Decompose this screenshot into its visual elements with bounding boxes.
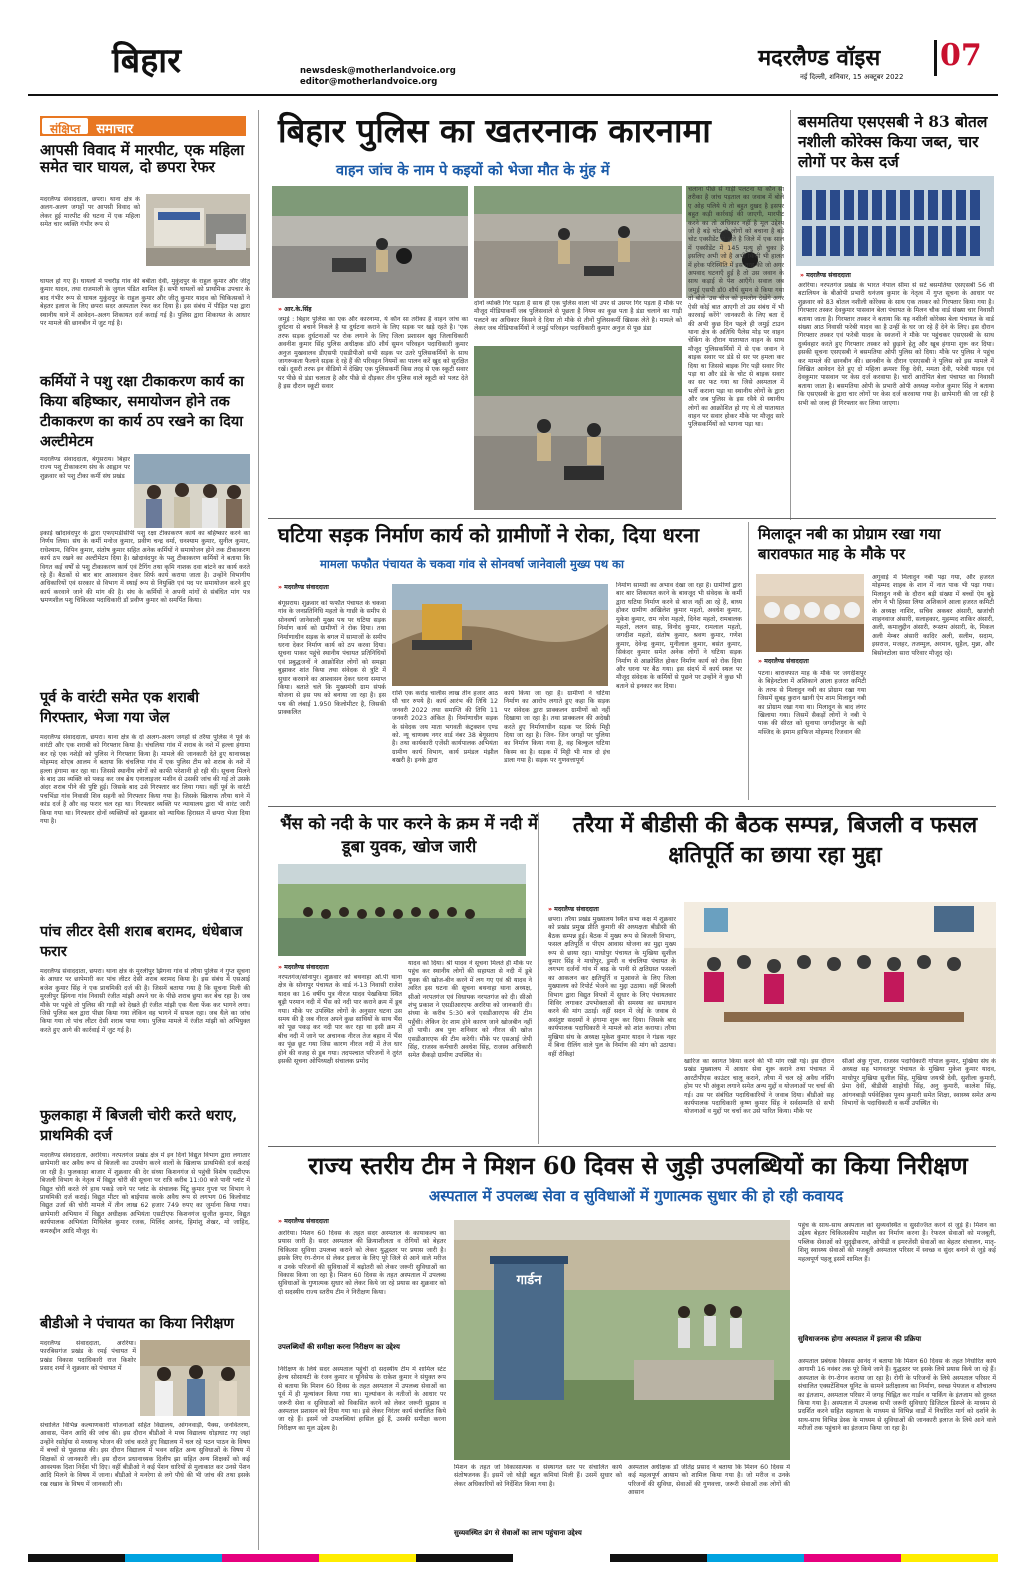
lead-photo-middle	[474, 186, 682, 298]
road-headline: घटिया सड़क निर्माण कार्य को ग्रामीणों ने रोका, दिया धरना	[278, 523, 700, 547]
mission-photo	[454, 1220, 790, 1460]
brief-headline: पांच लीटर देसी शराब बरामद, धंधेबाज फरार	[40, 923, 243, 960]
road-body-col1: बेगूसराय। शुक्रवार को फफौत पंचायत के चकवा गांव के जनप्रतिनिधि महतो के गाछी के समीप से सोनवर्षा जानेवाली मुख्य पथ पर घटिया सड़क निर्माण कार्य को ग्रामीणों ने रोक दिया। तथा निर्माणाधीन सड़क के बगल में सामाजों के समीप धरना देकर निर्माण कार्य को ठप करवा दिया। सूचना पाकर पहुंचे स्थानीय पंचायत प्रतिनिधियों एवं प्रबुद्धजनों ने आक्रोशित लोगों को समझा बुझाकर शांत किया तथा संवेदक से त्रुटि में सुधार करवाने का आश्वासन देकर धरना समाप्त किया। बताते चले कि मुख्यमंत्री ग्राम संपर्क योजना से इस पथ को बनाया जा रहा है। इस पथ की लंबाई 1.950 किलोमीटर है, जिसकी प्राक्कलित	[278, 600, 386, 717]
lead-byline: » आर.के.सिंह	[278, 304, 312, 313]
road-body-col4: निर्माण सामग्री का अभाव देखा जा रहा है। ग्रामीणों द्वारा बार बार शिकायत करने के बावजूद भी संवेदक के कर्मी द्वारा घटिया निर्माण करने से बाज नहीं आ रहे हैं, बाध्य होकर ग्रामीण अखिलेश कुमार महतो, अवधेश कुमार, मुकेश कुमार, राम नरेश महतो, दिनेश महतो, रामबालक महतो, ललन साह, विनोद कुमार, रामलाल महतो, जगदीश महतो, संतोष कुमार, श्रवण कुमार, गणेश कुमार, देवेन्द्र कुमार, मुनीलाल कुमार, बसंत कुमार, सिकंदर कुमार समेत अनेक लोगों ने घटिया सड़क निर्माण से आक्रोशित होकर निर्माण कार्य को रोक दिया और धरना पर बैठ गया। इस संदर्भ में कार्य स्थल पर मौजूद संवेदक के कर्मियों से पूछने पर उन्होंने ने कुछ भी बताने से इनकार कर दिया।	[616, 582, 742, 690]
brief-headline: बीडीओ ने पंचायत का किया निरीक्षण	[40, 1315, 234, 1332]
lead-body-col3: चलाना पीछे से गाड़ी पलटना या कौन सा तरीका है जांच पड़ताल का जवाब में बोले ए ओह पलिये ये तो बहुत दुखद है इसपर बहुत कड़ी कार्रवाई की जाएगी, मारपीट करने का तो अधिकार नहीं है मूल उद्देश्य जो है बड़े चोट से लोगों को बचाना है बड़े चोट एक्सीडेंट से होते है जिले में एक साल में एक्सीडेंट में 145 मृत्यु हो चुका है इसलिए अभी जो है अभी किसी भी हालत में हरेक परिस्थिति में इस तरह की जो अगर अपवाद घटनाएँ हुई है तो उस जवान के साथ कड़ाई से पेश आएँगे। सवाल जब जमुई एसपी डॉ0 शौर्य सुमन से किया गया तो बोले 'उस चीज को हमलोग देखेंगे अगर ऐसी कोई बात आएगी तो उस संबंध में भी कारवाई करेंगे' जानकारी के लिए बता दें की अभी कुछ दिन पहले ही जमुई टाउन थाना क्षेत्र के अतिथि पैलेस मोड़ पर वाहन चेकिंग के दौरान यातायात वाहन के साथ मौजूद पुलिसकर्मियों में से एक जवान ने बाइक सवार पर डंडे से सर पर हमला कर दिया था जिससे बाइक गिर पड़ी सवार गिर पड़ा था और डंडे के चोट से बाइक सवार का सर फट गया था जिसे अस्पताल में भर्ती कराना पड़ा था स्थानीय लोगों के द्वारा और जब पुलिस के इस रवैये से स्थानीय लोगों का आक्रोशित हो गए थे तो यातायात वाहन पर सवार होकर मौके पर मौजूद सारे पुलिसकर्मियों को भागना पड़ा था।	[688, 186, 784, 429]
mission-subhead-2: सुव्यवस्थित ढंग से सेवाओं का लाभ पहुंचाना उद्देश्य	[454, 1529, 582, 1537]
brief-tab	[40, 116, 246, 136]
bdc-body-col3: सीओ अंकु गुप्ता, राजस्व पदाधिकारी गोपाल कुमार, मुखिया संघ के अध्यक्ष सह भागवतपुर पंचायत के मुखिया मुकेश कुमार यादव, माधोपुर मुखिया सुशील सिंह, मुखिया जयश्री देवी, सुशीला कुमारी, प्रेमा देवी, बीडीसी शाहोधी सिंह, अनु कुमारी, कालेश सिंह, आंगनबाड़ी पर्यवेक्षिका पूनम कुमारी समेत शिक्षा, स्वास्थ्य समेत अन्य विभागों के पदाधिकारी व कर्मी उपस्थित थे।	[842, 1058, 996, 1108]
brief-photo-3	[140, 1340, 250, 1416]
mission-body-col2: मिशन के तहत जो विकासात्मक व संस्थागत स्तर पर संचालित कार्य संतोषजनक हैं। इसमें जो थोड़ी बहुत कमियां मिली हैं। उसमें सुधार को लेकर अधिकारियों को निर्देशित किया गया है।	[454, 1464, 622, 1488]
milad-byline: » मदरलैण्ड संवाददाता	[758, 656, 809, 665]
lead-headline: बिहार पुलिस का खतरनाक कारनामा	[278, 111, 711, 150]
brief-body: इकाई खोदावंदपुर के द्वारा एफएमडीसीपी पशु रक्षा टीकाकरण कार्य का बहिष्कार करने का निर्णय लिया। संघ के कर्मी मनोज कुमार, प्रवीण चन्द्र वर्मा, धनश्याम कुमार, सुनील कुमार, राधेश्याम, विपिन कुमार, संतोष कुमार सहित अनेक कर्मियों ने समायोजन होने तक टीकाकरण कार्य ठप रखने का अल्टीमेटम दिया है। खोदावंदपुर के पशु टीकाकरण कर्मियों ने बताया कि विगत कई वर्षों से पशु टीकाकरण कार्य एवं टैगिंग तथा कृमि नाशक दवा बांटने का कार्य करते रहे हैं। बैठकों से बार बार आश्वासन देकर सिर्फ कार्य कराया जाता है। उन्होंने विभागीय अधिकारियों एवं सरकार से विभाग में स्थाई रूप से नियुक्ति एवं पद पर समायोजन करने हुए कार्य करवाने जाने की मांग की है। संघ के कर्मियों ने अपनी मांगों से संबंधित मांग पत्र भ्रमणशील पशु चिकित्सा पदाधिकारी डॉ प्रवीण कुमार को समर्पित किया।	[40, 530, 250, 605]
dateline: नई दिल्ली, शनिवार, 15 अक्टूबर 2022	[800, 73, 904, 81]
mission-body-col4: पहुंच के साथ-साथ अस्पताल को सुव्यवस्थित व सुसज्जित करने से जुड़े हैं। मिशन का उद्देश्य बेहतर चिकित्सकीय माहौल का निर्माण करना है। रेफरल सेवाओं को मजबूती, पब्लिक सेवाओं को सुदृढ़ीकरण, ओपीडी व इमरजेंसी सेवाओं का बेहतर संचालन, मातृ-शिशु स्वास्थ्य सेवाओं की मजबूती अस्पताल परिसर में स्वच्छ व सुंदर बनाने से जुड़े कई महत्वपूर्ण पहलू इसमें शामिल हैं।	[798, 1222, 996, 1263]
milad-photo	[756, 574, 864, 652]
road-body-col3: कार्य किया जा रहा है। ग्रामीणों ने घटिया निर्माण का आरोप लगाते हुए कहा कि सड़क पर संवेदक द्वारा प्राक्कलन ग्रामीणों को नहीं दिखाया जा रहा है। तथा प्राक्कलन की अदेखी करते हुए निर्माणाधीन सड़क पर सिर्फ मिट्टी दिया जा रहा है। जिन- जिन जगहों पर पुलिया का निर्माण किया गया है, वह बिल्कुल घटिया किस्म का है। सड़क में मिट्टी भी मात्र दो इंच डाला गया है। सड़क पर गुणवत्तापूर्ण	[504, 690, 610, 765]
brief-headline: कर्मियों ने पशु रक्षा टीकाकरण कार्य का किया बहिष्कार, समायोजन होने तक टीकाकरण का कार्य ठप रखने का दिया अल्टीमेटम	[40, 373, 244, 450]
lead-body-col2: दोनों व्यक्ति गिर पड़ता है साथ ही एक पुलिस वाला भी उपर से उसपर गिर पड़ता है मौके पर मौजूद मीडियाकर्मी जब पुलिसवाले से पूछता है नियम का कुछ पता है डंडा चलाने का गाड़ी पलटने का अधिकार किसने दे दिया तो मौके से तीनों पुलिसकर्मी खिसक लेते है। मामले को लेकर जब मीडियाकर्मियों ने जमुई परिवहन पदाधिकारी कुमार अनुज से पूछ डंडा	[474, 300, 682, 333]
mission-subheadline: अस्पताल में उपलब्ध सेवा व सुविधाओं में गुणात्मक सुधार की हो रही कवायद	[428, 1187, 844, 1205]
brief-byline: मदरलैण्ड संवाददाता, अररिया। फारबिसगंज प्रखंड के रमई पंचायत में प्रखंड विकास पदाधिकारी राज किशोर प्रसाद शर्मा ने शुक्रवार को पंचायत में	[40, 1340, 136, 1373]
brief-body: मदरलैण्ड संवाददाता, छपरा। थाना क्षेत्र के मुरलीपुर झिंगना गांव से तरैया पुलिस ने गुप्त सूचना के आधार पर छापेमारी कर पांच लीटर देसी शराब बरामद किया है। इस संबंध में एसआई बजेश कुमार सिंह ने एक प्राथमिकी दर्ज की है। जिसमें बताया गया है कि सूचना मिली की मुरलीपुर झिंगना गांव निवासी रंजीत मांझी अपने घर के पीछे शराब छुपा कर बेच रहा है। जब मौके पर पहुंचे तो पुलिस की गाड़ी को देखते ही रंजीत मांझी एक थैला फेंक कर भागने लगा। जिसे पुलिस बल द्वारा पीछा किया गया लेकिन वह भागने में सफल रहा। जब थैले का जांच किया गया तो पांच लीटर देसी शराब पाया गया। पुलिस मामले में रंजीत मांझी को अभियुक्त करते हुए आगे की कार्रवाई में जुट गई है।	[40, 968, 250, 1034]
mission-subhead-3: सुविधाजनक होगा अस्पताल में इलाज की प्रक्रिया	[798, 1335, 922, 1343]
milad-body-col2: अगुवाई में मिलादुन नबी पढ़ा गया, और हजरत मोहम्मद शाहब के शान में नात पाक भी पढ़ा गया। मिलादुन नबी के दौरान बड़ी संख्या में बच्चों ऐम बूढ़े लोग ने भी हिस्सा लिया अशिकाने आला हजरत कमिटी के अध्यक्ष नाशिर, सचिव अकबर अंसारी, खजांची शाहनवाज अंसारी, सलाहकार, मुहम्मद शाकिर अंसारी, अली, कमालुद्दीन अंसारी, रूस्तम अंसारी, के, मिकल अली मेम्बर अंसारी कादिर अली, सलीम, सदाम, इसराज, मजहर, तजम्मुल, अरमान, सुहैल, मुन्ना, और बिसोनटोला सारा परिवार मौजूद रहे।	[872, 574, 994, 657]
column-divider	[538, 812, 539, 1144]
brief-headline: फुलकाहा में बिजली चोरी करते धराए, प्राथमिकी दर्ज	[40, 1107, 238, 1144]
brief-body: मदरलैण्ड संवाददाता, अररिया। नरपतगंज प्रखंड क्षेत्र में इन दिनों विद्युत विभाग द्वारा लगातार छापेमारी कर अवैध रूप से बिजली का उपयोग करने वालों के खिलाफ प्राथमिकी दर्ज कराई जा रही है। फुलकाहा बाजार में शुक्रवार की देर संध्या किशनगंज से पहुंची विशेष एसटीएफ बिजली विभाग के नेतृत्व में विद्युत चोरी की सूचना पर रात्रि करीब 11:00 बजे पानी प्लांट में विद्युत चोरी करते रंगे हाथ पकड़े जाने पर प्लांट के संचालक पिंटू कुमार गुप्ता पर विभाग ने प्राथमिकी दर्ज कराई। विद्युत मीटर को बाईपास करके अवैध रूप से लगभग 06 किलोवाट विद्युत उर्जा की चोरी मामले में तीन लाख 62 हजार 749 रुपए का जुर्माना किया गया। छापेमारी अभियान में विद्युत अधीक्षक अभियंता एसटीएफ किशनगंज सुजीत कुमार, विद्युत कार्यपालक अभियंता मिथिलेश कुमार रजक, मिलिंद आनंद, हिमांशु शेखर, मो जाहिद, कमरुद्दीन आदि मौजूद थे।	[40, 1152, 250, 1235]
mission-body-col3: अस्पताल अधीक्षक डॉ जीतेंद्र प्रसाद ने बताया कि मिशन 60 दिवस में कई महत्वपूर्ण आयाम को शामिल किया गया है। जो मरीज व उनके परिजनों की सुविधा, सेवाओं की गुणवत्ता, जरूरी सेवाओं तक लोगों की आसान	[628, 1464, 790, 1497]
mission-body-col1b: निरीक्षण के लिये सदर अस्पताल पहुंची दो सदस्यीय टीम में शामिल स्टेट हेल्थ सोसायटी के रंजन कुमार व यूनिसेफ के राकेश कुमार ने संयुक्त रूप से बताया कि मिशन 60 दिवस के तहत अस्पताल में उपलब्ध सेवाओं का पूर्व में ही मूल्यांकन किया गया था। मूल्यांकन के नतीजों के आधार पर जरूरी सेवा व सुविधाओं को विकसित करने को लेकर जरूरी सुझाव व अस्पताल प्रशासन को दिया गया था। इसे लेकर निरंतर कार्य संचालित किये जा रहे हैं। इसमें जो उपलब्धियां हासिल हुई हैं, उसकी समीक्षा करना निरीक्षण का मूल उद्देश्य है।	[278, 1366, 446, 1432]
column-divider	[748, 522, 749, 800]
newspaper-name: मदरलैण्ड वॉइस	[758, 45, 881, 71]
brief-photo-2	[134, 454, 250, 528]
masthead-rule	[28, 94, 998, 96]
river-byline: » मदरलैण्ड संवाददाता	[278, 962, 329, 971]
road-subheadline: मामला फफौत पंचायत के चकवा गांव से सोनवर्षा जानेवाली मुख्य पथ का	[320, 557, 624, 571]
brief-body: मदरलैण्ड संवाददाता, छपरा। थाना क्षेत्र के दो अलग-अलग जगहों से तरैया पुलिस ने पूर्व के वारंटी और एक शराबी को गिरफ्तार किया है। चंचलिया गांव में शराब के नशे में हल्ला हंगामा कर रहे एक नशेड़ी को पुलिस ने गिरफ्तार किया है। मामले की जानकारी देते हुए थानाध्यक्ष मोहम्मद शोएब आलम ने बताया कि चंचलिया गांव में एक पुलिस टीम को शराब के नशे में हल्ला हंगामा कर रहा था। जिससे स्थानीय लोगों को काफी परेशानी हो रही थी। सूचना मिलने के बाद उस व्यक्ति को पकड़ कर जब ब्रेथ एनालाइजर मशीन से उसकी जांच की गई तो उसके अंदर शराब पीने की पुष्टि हुई। जिसके बाद उसे गिरफ्तार कर लिया गया। वहीं पूर्व के वारंटी पचभिंडा गांव निवासी शिव सहनी को गिरफ्तार किया गया है। जिसके खिलाफ तरैया थाने में कांड दर्ज है और वह फरार चल रहा था। गिरफ्तार व्यक्ति पर न्यायालय द्वारा भी वारंट जारी किया गया था। गिरफ्तार दोनों व्यक्तियों को शुक्रवार को न्यायिक हिरासत में छपरा भेजा दिया गया है।	[40, 734, 250, 826]
bdc-photo	[684, 902, 996, 1054]
brief-byline: मदरलैण्ड संवाददाता, छपरा। थाना क्षेत्र के अलग-अलग जगहों पर आपसी विवाद को लेकर हुई मारपीट की घटना में एक महिला समेत चार व्यक्ति गंभीर रूप से	[40, 196, 140, 229]
river-body-col1: नरपतगंज/सोनापुर। शुक्रवार को बथनाहा ओ.पी थाना क्षेत्र के सोनापुर पंचायत के वार्ड नं-13 निवासी राजेश यादव का 16 वर्षीय पुत्र नीरज यादव पेखकिया स्थित बूढ़ी परमान नदी में भैंस को नदी पार कराने क्रम में डूब गया। मौके पर उपस्थित लोगों के अनुसार घटना उस समय की है जब नीरज अपने कुछ साथियों के साथ भैंस को पूछ पकड़ कर नदी पार कर रहा था इसी क्रम में बीच नदी में जाने पर अचानक नीरज तेज बहाव में भैंस का पूंछ छूट गया जिस कारण नीरज नदी में तेज धार होने की वजह से डूब गया। तदपश्चात परिजनों ने तुरंत इसकी सूचना ओपिध्यक्षी संचालक प्रमोद	[278, 974, 402, 1066]
mission-byline: » मदरलैण्ड संवाददाता	[278, 1216, 329, 1225]
brief-byline: मदरलैण्ड संवाददाता, बेगूसराय। बिहार राज्य पशु टीकाकरण संघ के आह्वान पर शुक्रवार को पशु टीका कर्मी संघ प्रखंड	[40, 456, 130, 480]
brief-body: संचालित विभिन्न कल्याणकारी योजनाओं सहित विद्यालय, आंगनवाड़ी, पैक्स, जनवितरण, आवास, पेंशन आदि की जांच की। इस दौरान बीडीओ ने मध्य विद्यालय धोड़ाघाट गए जहां उन्होंने रसोईया से मध्यान्ह भोजन की जांच करते हुए विद्यालय में चल रहे पठन पाठन के विषय में बच्चों से पूछताछ की। इस दौरान विद्यालय में भवन सहित अन्य सुविधाओं के विषय में शिक्षकों से जानकारी ली। इस दौरान प्रधानाध्यक दिलीप झा सहित अन्य शिक्षकों को कई आवश्यक दिशा निर्देश भी दिए। वहीं बीडीओ ने कई पेंशन धारियों से मुलाकात कर उनसे पेंशन आदि मिलने के विषय में जाना। बीडीओ ने मनरेगा से लगे पौधे की भी जांच की तथा इसके रख रखाव के विषय में जानकारी ली।	[40, 1422, 250, 1488]
garden-sign: गार्डन	[516, 1273, 542, 1288]
lead-photo-left	[272, 186, 468, 298]
brief-label-2: समाचार	[96, 122, 134, 137]
river-photo	[278, 864, 526, 956]
river-headline: भैंस को नदी के पार करने के क्रम में नदी में डूबा युवक, खोज जारी	[279, 814, 539, 856]
brief-label-1: संक्षिप्त	[42, 118, 88, 134]
milad-headline: मिलादून नबी का प्रोग्राम रखा गया बारावफात माह के मौके पर	[758, 525, 941, 563]
column-divider	[790, 110, 791, 520]
mission-body-col4b: अस्पताल प्रबंधक विकास आनंद ने बताया कि मिशन 60 दिवस के तहत निर्धारित कार्य आगामी 16 नवंबर तक पूरे किये जाने हैं। युद्धस्तर पर इसके लिये प्रयास किये जा रहे हैं। अस्पताल के रंग-रोगन कराया जा रहा है। रोगी के परिजनों के लिये अस्पताल परिसर में संचालित एक्सटेंशियल यूनिट के सामने प्रतीक्षालय का निर्माण, स्वच्छ पेयजल व शौचालय का इंतजाम, अस्पताल परिसर में जगह चिह्नित कर गार्डन व पार्किंग के इंतजाम को दुरुस्त किया गया है। अस्पताल में उपलब्ध सभी जरूरी सुविधाएं डिजिटल डिस्प्ले के माध्यम से प्रदर्शित करने सहित सहायता के माध्यम से विभिन्न वार्डों में निर्धारित मार्ग को दर्शाने के साथ-साथ विभिन्न डेस्क के माध्यम से सुविधाओं की जानकारी इलाज के लिये आने वाले मरीजों तक पहुंचाने का इंतजाम किया जा रहा है।	[798, 1358, 996, 1433]
seizure-body: अररिया। नरपतगंज प्रखंड के भारत नेपाल सीमा से सटे बसमतिया एसएसबी 56 वीं बटालियन के बीओपी प्रभारी धनंजय कुमार के नेतृत्व में गुप्त सूचना के आधार पर शुक्रवार को 83 बोतल नशीली कोरेक्स के साथ एक तस्कर को गिरफ्तार किया गया है। गिरफ्तार तस्कर देवकुमार पासवान बेला पंचायत के मिलन चौक वार्ड संख्या चार निवासी बताया जाता है। गिरफ्तार तस्कर ने बताया कि यह नशीली कोरेक्स बेला पंचायत के वार्ड संख्या आठ निवासी फरेबी यादव का है उन्हीं के घर जा रहे हैं देने के लिए। इस दौरान गिरफ्तार तस्कर एवं फरेबी यादव के स्वजनों ने मौके पर पहुंचकर एसएसबी के साथ दुर्व्यवहार करते हुए गिरफ्तार तस्कर को छुड़ाने हेतु और खूब हंगामा शुरू कर दिया। इसकी सूचना एसएसबी ने बसमतिया ओपी पुलिस को दिया। मौके पर पुलिस ने पहुंच कर मामले की छानबीन की। छानबीन के दौरान एसएसबी ने पुलिस को इस मामले में लिखित आवेदन देते हुए दो महिला क्रमशः रिंकू देवी, ममता देवी, फरेबी यादव एवं देवकुमार पासवान पर केस दर्ज करवाया है। चारों आरोपित बेला पंचायत का निवासी बताया जाता है। बसमतिया ओपी के प्रभारी ओपी अध्यक्ष मनोज कुमार सिंह ने बताया कि एसएसबी के द्वारा चार लोगों पर केस दर्ज करवाया गया है। छापेमारी की जा रही है सभी को जल्द ही गिरफ्तार कर लिया जाएगा।	[798, 282, 994, 407]
brief-headline: पूर्व के वारंटी समेत एक शराबी गिरफ्तार, भेजा गया जेल	[40, 689, 199, 726]
bdc-body-col1: छपरा। तरैया प्रखंड मुख्यालय स्थित सभा कक्ष में शुक्रवार को प्रखंड प्रमुख प्रीति कुमारी की अध्यक्षता बीडीसी की बैठक सम्पन्न हुई। बैठक में मुख्य रूप से बिजली विभाग, फसल क्षतिपूर्ति व पीएम आवास योजना का मुद्दा मुख्य रूप से छाया रहा। माधोपुर पंचायत के मुखिया सुशील कुमार सिंह ने माधोपुर, डुमरी व चंचलिया पंचायत के लगभग दर्जनों गांव में बाढ़ के पानी से क्षतिग्रस्त फसलों का आकलन कर क्षतिपूर्ति व मुआवजे के लिए जिला मुख्यालय को रिपोर्ट भेजने का मुद्दा उठाया। वहीं बिजली विभाग द्वारा विद्युत विपत्रों में सुधार के लिए पंचायतवार शिविर लगाकर उपभोक्ताओं की समस्या का समाधान करने की मांग उठाई। वहीं सदन में जेई के जवाब से असंतुष्ट सदस्यों ने हंगामा शुरू कर दिया। जिसके बाद कार्यपालक पदाधिकारी ने मामले को शांत कराया। तरैया मुखिया संघ के अध्यक्ष मुकेश कुमार यादव ने गंडक नहर में बिना रीलिंग वाले पुल के निर्माण की मांग को उठाया। वहीं रोकिहां	[548, 916, 676, 1058]
section-rule	[268, 806, 996, 807]
page-divider	[934, 40, 937, 76]
section-title: बिहार	[112, 41, 181, 81]
seizure-headline: बसमतिया एसएसबी ने 83 बोतल नशीली कोरेक्स किया जब्त, चार लोगों पर केस दर्ज	[798, 112, 988, 171]
road-body-col2: राशि एक करोड़ चालीस लाख तीन हजार आठ सौ चार रुपये है। कार्य आरंभ की तिथि 12 जनवरी 2022 तथा समाप्ति की तिथि 11 जनवरी 2023 अंकित है। निर्माणाधीन सड़क के संवेदक जय माता भगवती कंट्रक्शन एण्ड को. न्यू चाणक्य नगर वार्ड नंबर 38 बेगूसराय है। तथा कार्यकारी एजेंसी कार्यपालक अभियंता ग्रामीण कार्य विभाग, कार्य प्रमंडल मंझौल बखरी है। इनके द्वारा	[392, 690, 498, 765]
section-rule	[268, 1146, 996, 1147]
road-photo	[392, 584, 608, 686]
river-body-col2: यादव को दिया। श्री यादव ने सूचना मिलते ही मौके पर पहुंच कर स्थानीय लोगों की सहायता से नदी में डूबे युवक की खोज-बीन करने में लग गए एवं श्री यादव ने त्वरित इस घटना की सूचना बथनाहा थाना अध्यक्ष, सीओ नरपतगंज एवं विधायक नरपतगंज को दी। सीओ शंभु प्रकाश ने एसडीआरएफ अररिया को जानकारी दी। संध्या के करीब 5:30 बजे एसडीआरएफ की टीम पहुँची। लेकिन देर शाम होने कारण जाने खोजबीन नहीं हो पायी। अब पुनः शनिवार को नीरज की खोज एसडीआरएफ की टीम करेगी। मौके पर एसआई जेपी सिंह, राजस्व कर्मचारी अवधेश सिंह, राजस्व अधिकारी समेत सैकड़ो ग्रामीण उपस्थित थे।	[408, 960, 532, 1060]
road-byline: » मदरलैण्ड संवाददाता	[278, 582, 329, 591]
mission-body-col1: अररिया। मिशन 60 दिवस के तहत सदर अस्पताल के कायाकल्प का प्रयास जारी है। सदर अस्पताल की क्रियाशीलता व रोगियों को बेहतर चिकित्सा सुविधा उपलब्ध कराने को लेकर युद्धस्तर पर प्रयास जारी है। इसके लिए रंग-रोगन से लेकर इलाज के लिए पूरे जिले से आने वाले मरीज व उनके परिजनों की सुविधाओं में बढ़ोतरी को लेकर जरूरी सुविधाओं का विकास किया जा रहा है। मिशन 60 दिवस के तहत अस्पताल में उपलब्ध सुविधाओं के गुणात्मक सुधार को लेकर किये जा रहे प्रयास का शुक्रवार को दो सदस्यीय राज्य स्तरीय टीम ने निरीक्षण किया।	[278, 1230, 446, 1296]
mission-headline: राज्य स्तरीय टीम ने मिशन 60 दिवस से जुड़ी उपलब्धियों का किया निरीक्षण	[308, 1151, 968, 1180]
milad-body-col1: पटना। बारावफात माह के मौके पर जगदीशपुर के बिहेनटोला में अशिकाने आला हजरत कमिटी के तरफ से मिलादुन नबी का प्रोग्राम रखा गया जिसमें सुबह कुरान खानी ऐम शाम मिलादुन नबी का प्रोग्राम रखा गया था। मिलादुन के बाद लंगर खिलाया गया। जिसमें सैकड़ों लोगों ने नबी पे पाक की सीरत को सुनाया जगदीशपुर के बड़ी मस्जिद के इमाम हाफिज मोहम्मद रिजवान की	[758, 670, 866, 736]
page-number: 07	[940, 38, 982, 73]
bdc-byline: » मदरलैण्ड संवाददाता	[548, 904, 599, 913]
seizure-photo	[796, 176, 994, 266]
seizure-byline: » मदरलैण्ड संवाददाता	[800, 270, 851, 279]
column-divider	[258, 110, 259, 1550]
lead-subheadline: वाहन जांच के नाम पे कइयों को भेजा मौत के मुंह में	[336, 163, 610, 179]
lead-body-col1: जमुई : बिहार पुलिस का एक और कारनामा, ये कौन सा तरीका है वाहन जांच का दुर्घटना से बचाने निकले है या दुर्घटना कराने के लिए सड़क पर खड़े रहते है। 'एक तरफ सड़क दुर्घटनाओं पर रोक लगाने के लिए जिला प्रशासन खुद जिलाधिकारी अवनीश कुमार सिंह पुलिस अधीक्षक डॉ0 शौर्य सुमन परिवहन पदाधिकारी कुमार अनुज मुखवालव डीएसपी एसडीपीओ सभी सड़क पर उतरे पुलिसकर्मियों के साथ जागरूकता फैलाने सड़क दे रहे हैं की परिवहन नियमों का पालन करें खुद को सुरक्षित रखें। दूसरी तरफ इन वीडियो में देखिए एक पुलिसकर्मी किस तरह से एक स्कूटी सवार पर पीछे से डंडा चलाता है और पीछे से दौड़कर तीन पुलिस वाले स्कूटी को पलट देते है इस दौरान स्कूटी सवार	[278, 316, 468, 391]
email-editor[interactable]: editor@motherlandvoice.org	[300, 77, 438, 87]
mission-subhead-1: उपलब्धियों की समीक्षा करना निरीक्षण का उद्देश्य	[278, 1343, 400, 1351]
section-rule	[268, 518, 996, 519]
email-newsdesk[interactable]: newsdesk@motherlandvoice.org	[300, 66, 456, 76]
bdc-headline: तरैया में बीडीसी की बैठक सम्पन्न, बिजली व फसल क्षतिपूर्ति का छाया रहा मुद्दा	[572, 812, 978, 868]
brief-photo-1	[146, 194, 250, 266]
brief-body: घायल हो गए हैं। घायलों में पचरौड़ गांव की बबीता देवी, मुकुंदपुर के राहुल कुमार और जीतू कुमार यादव, तथा राजमाली के जुगल पंडित शामिल हैं। सभी घायलों को प्राथमिक उपचार के बाद गंभीर रूप से घायल मुकुंदपुर के राहुल कुमार और जीतू कुमार यादव को चिकित्सकों ने बेहतर इलाज के लिए छपरा सदर अस्पताल रेफर कर दिया है। इस संबंध में पीड़ित पक्ष द्वारा स्थानीय थाने में आवेदन–अलग शिकायत दर्ज कराई गई है। पुलिस द्वारा शिकायत के आधार पर मामले की छानबीन में जुट गई है।	[40, 278, 250, 328]
lead-photo-bottom	[474, 346, 682, 510]
print-color-bar	[28, 1554, 998, 1562]
brief-headline: आपसी विवाद में मारपीट, एक महिला समेत चार घायल, दो छपरा रेफर	[40, 141, 245, 177]
bdc-body-col2: खारिज का स्वागत किया करने की भी मांग रखी गई। इस दौरान प्रखंड मुख्यालय में आधार सेवा शुरू कराने तथा पंचायत में आरटीपीएस काउंटर चालू कराने, तरैया में चल रहे अवैध नर्सिंग होम पर भी अंकुश लगाने समेत अन्य मुद्दों व योजनाओं पर चर्चा की गई। उस पर संबंधित पदाधिकारियों ने जवाब दिया। बीडीओ सह कार्यपालक पदाधिकारी कृष्ण कुमार सिंह ने सर्वसम्मति से सभी योजनाओं व मुद्दों पर चर्चा कर उसे पारित किया। मौके पर	[684, 1058, 834, 1116]
